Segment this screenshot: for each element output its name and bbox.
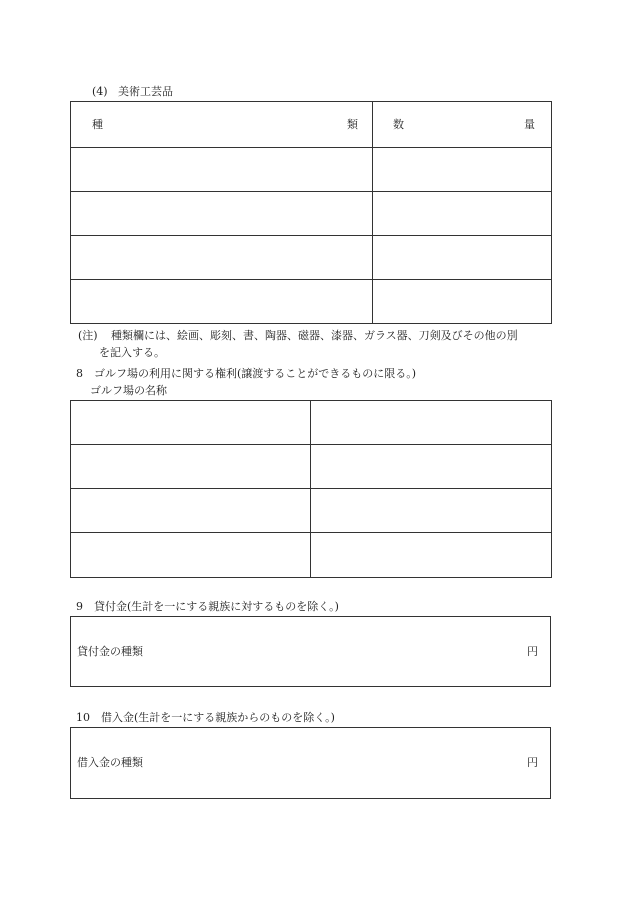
table-row bbox=[71, 236, 552, 280]
header-qty-char-2: 量 bbox=[524, 118, 535, 131]
note-line-1: 種類欄には、絵画、彫刻、書、陶器、磁器、漆器、ガラス器、刀剣及びその他の別 bbox=[111, 329, 518, 342]
borrow-yen-unit: 円 bbox=[527, 756, 538, 769]
table-row bbox=[71, 148, 552, 192]
header-type-cell bbox=[71, 102, 373, 148]
golf-table bbox=[70, 400, 552, 578]
art-type-input-cell[interactable] bbox=[71, 192, 373, 236]
note-line-2: を記入する。 bbox=[99, 346, 165, 359]
golf-name-label: ゴルフ場の名称 bbox=[90, 384, 167, 397]
table-row bbox=[71, 445, 552, 489]
art-heading-number: (4) bbox=[92, 85, 108, 98]
borrow-type-label: 借入金の種類 bbox=[77, 756, 143, 769]
art-table bbox=[70, 101, 552, 324]
art-qty-input-cell[interactable] bbox=[373, 236, 552, 280]
golf-name-input-cell[interactable] bbox=[71, 401, 311, 445]
table-row bbox=[71, 401, 552, 445]
golf-detail-input-cell[interactable] bbox=[311, 533, 552, 578]
loan-type-label: 貸付金の種類 bbox=[77, 645, 143, 658]
loan-heading: 9 貸付金(生計を一にする親族に対するものを除く。) bbox=[76, 600, 339, 613]
golf-detail-input-cell[interactable] bbox=[311, 489, 552, 533]
note-prefix: (注) bbox=[78, 329, 98, 342]
art-table-header-row bbox=[71, 102, 552, 148]
table-row bbox=[71, 280, 552, 324]
art-type-input-cell[interactable] bbox=[71, 148, 373, 192]
art-heading-title: 美術工芸品 bbox=[118, 85, 173, 98]
table-row bbox=[71, 192, 552, 236]
borrow-box[interactable] bbox=[70, 727, 551, 799]
golf-name-input-cell[interactable] bbox=[71, 445, 311, 489]
borrow-heading: 10 借入金(生計を一にする親族からのものを除く。) bbox=[76, 711, 335, 724]
golf-heading: 8 ゴルフ場の利用に関する権利(譲渡することができるものに限る。) bbox=[76, 367, 417, 380]
golf-detail-input-cell[interactable] bbox=[311, 401, 552, 445]
header-type-char-1: 種 bbox=[92, 118, 103, 131]
golf-name-input-cell[interactable] bbox=[71, 533, 311, 578]
header-qty-char-1: 数 bbox=[393, 118, 404, 131]
art-qty-input-cell[interactable] bbox=[373, 148, 552, 192]
golf-name-input-cell[interactable] bbox=[71, 489, 311, 533]
table-row bbox=[71, 489, 552, 533]
art-qty-input-cell[interactable] bbox=[373, 192, 552, 236]
golf-detail-input-cell[interactable] bbox=[311, 445, 552, 489]
loan-yen-unit: 円 bbox=[527, 645, 538, 658]
art-qty-input-cell[interactable] bbox=[373, 280, 552, 324]
header-type-char-2: 類 bbox=[347, 118, 358, 131]
art-type-input-cell[interactable] bbox=[71, 236, 373, 280]
table-row bbox=[71, 533, 552, 578]
art-type-input-cell[interactable] bbox=[71, 280, 373, 324]
header-qty-cell bbox=[373, 102, 552, 148]
loan-box[interactable] bbox=[70, 616, 551, 687]
